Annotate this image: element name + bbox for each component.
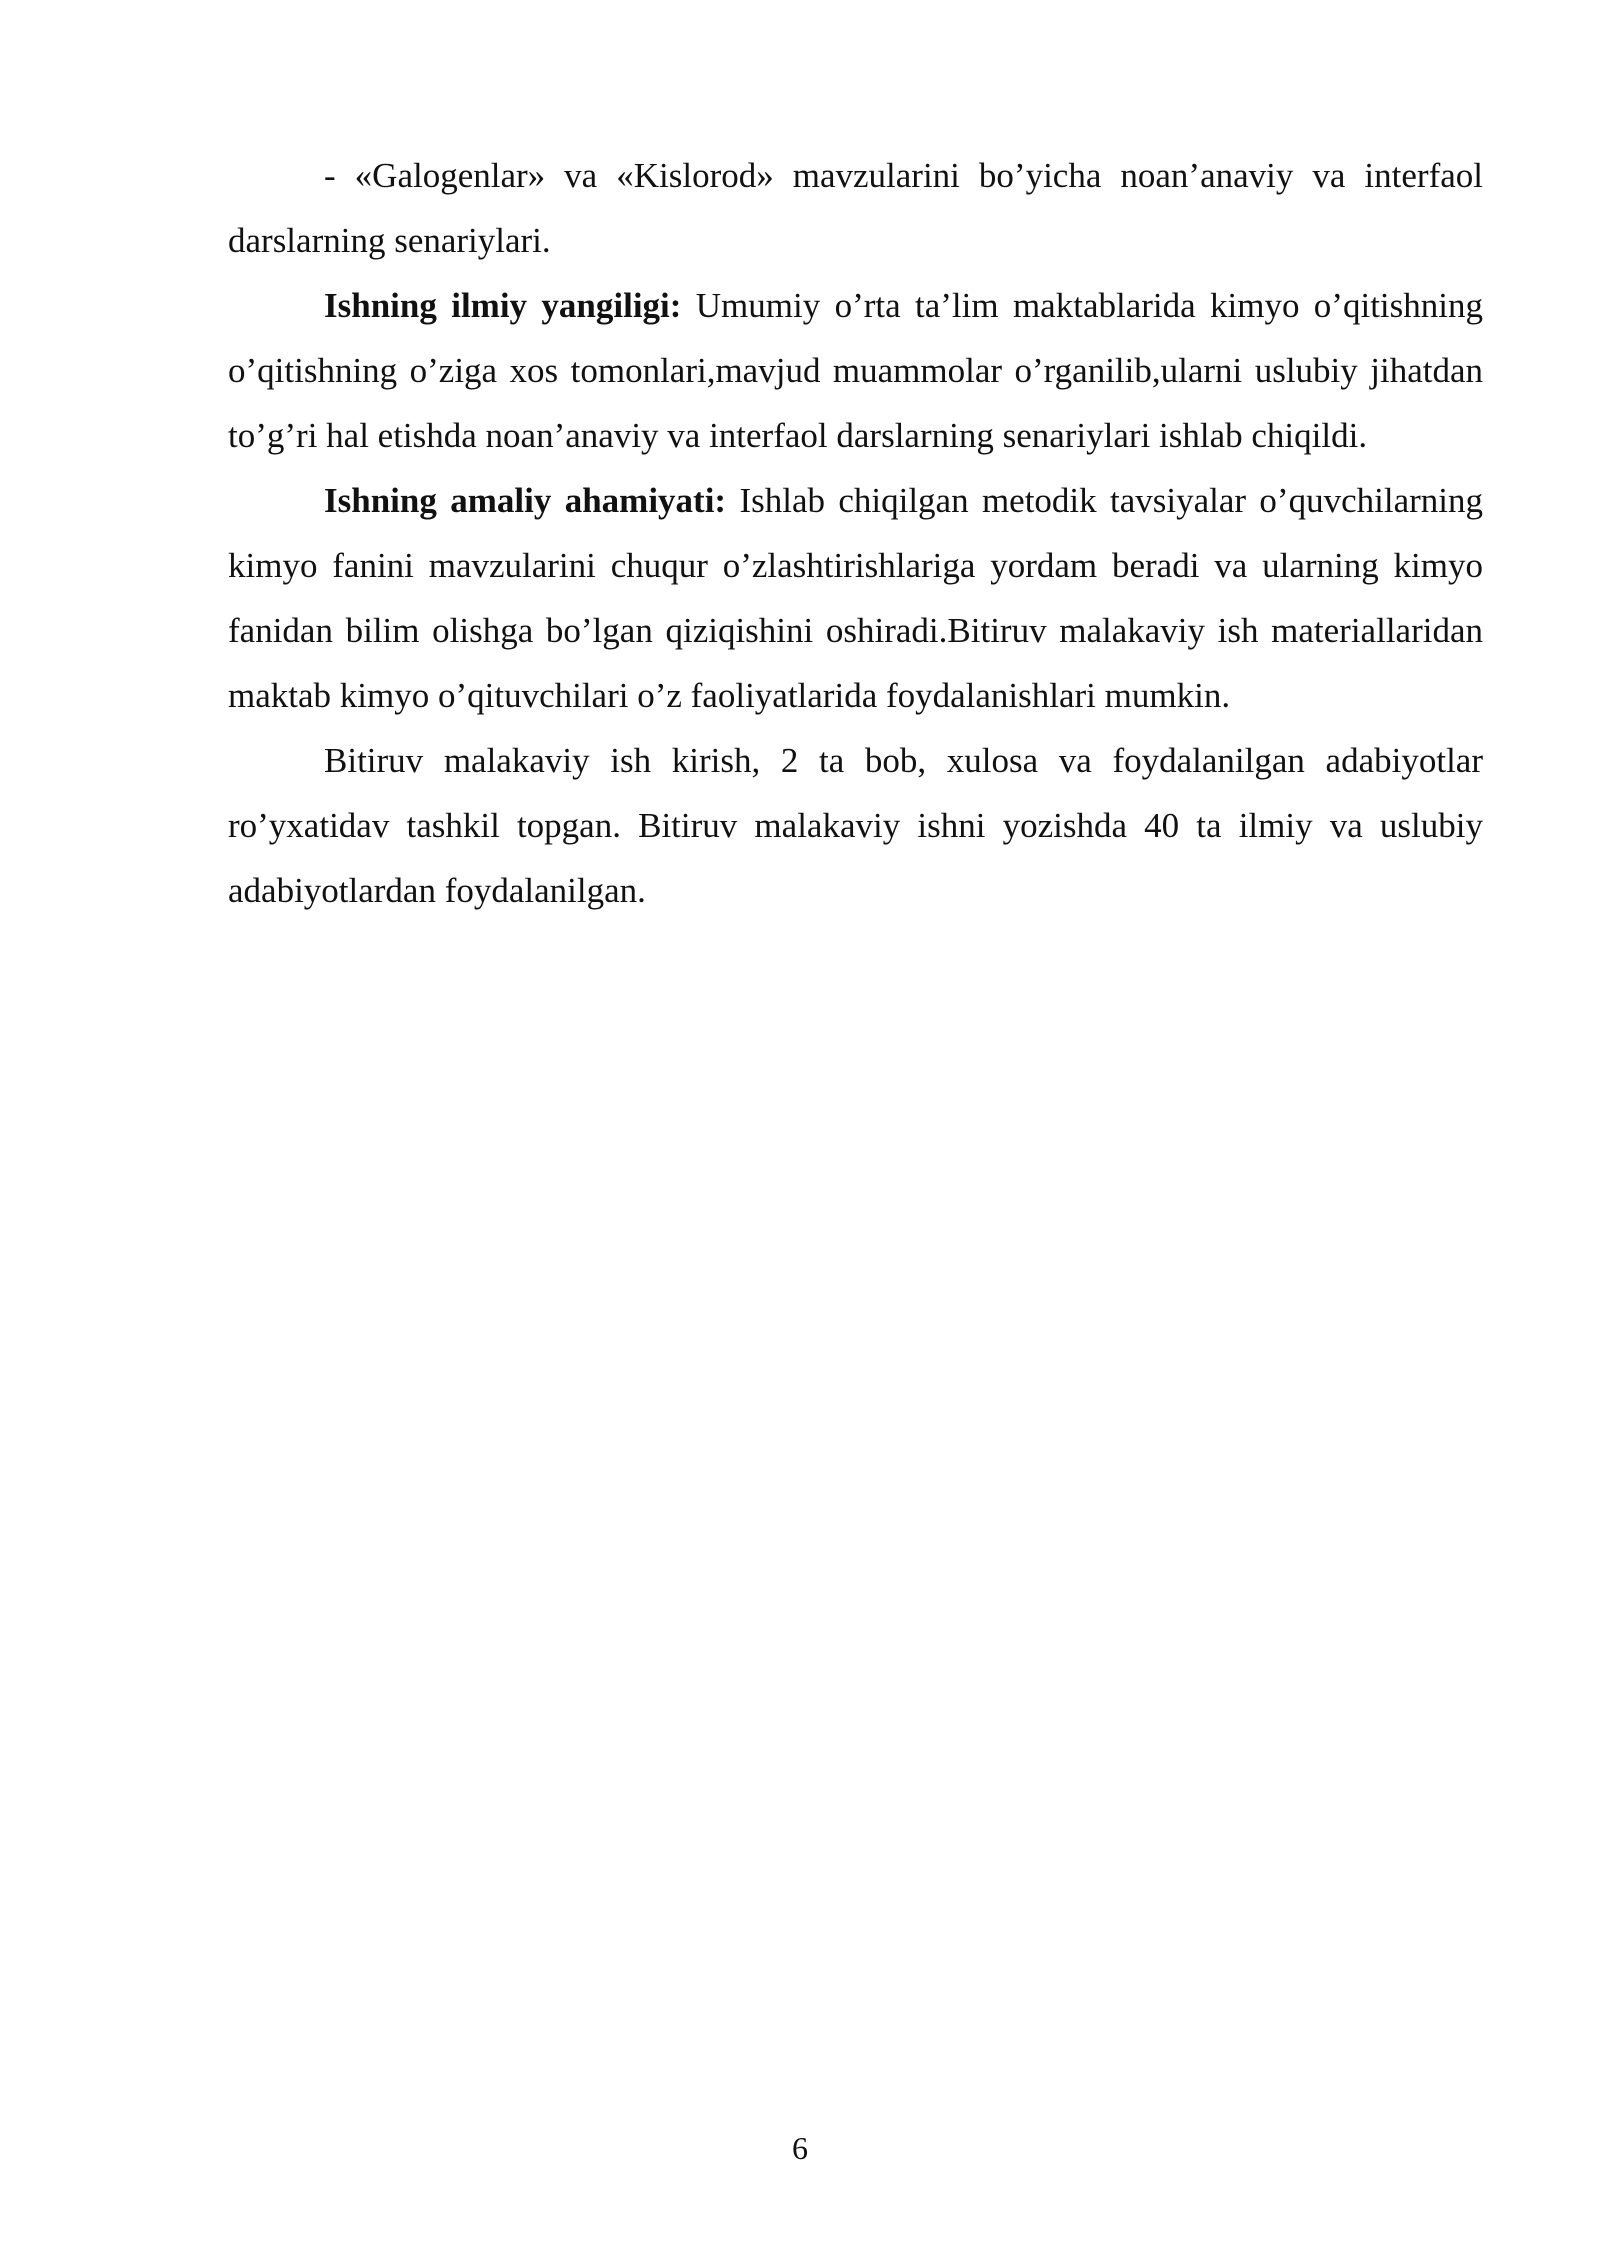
paragraph-scientific-novelty xyxy=(228,273,1483,468)
paragraph-text: Ishlab chiqilgan metodik tavsiyalar o’quvchilarning kimyo fanini mavzularini chuqur o’zlashtirishlariga yordam beradi va ularning kimyo fanidan bilim olishga bo’lgan qiziqishini oshiradi.Bitiruv malakaviy ish materiallaridan maktab kimyo o’qituvchilari o’z faoliyatlarida foydalanishlari mumkin. xyxy=(228,481,1483,715)
paragraph-structure xyxy=(228,728,1483,923)
page-number: 6 xyxy=(792,2130,808,2166)
paragraph-practical-significance xyxy=(228,468,1483,728)
practical-significance-heading: Ishning amaliy ahamiyati: xyxy=(324,481,727,520)
paragraph-text: - «Galogenlar» va «Kislorod» mavzularini bo’yicha noan’anaviy va interfaol darslarning senariylari. xyxy=(228,156,1483,260)
paragraph-text: Bitiruv malakaviy ish kirish, 2 ta bob, xulosa va foydalanilgan adabiyotlar ro’yxatidav tashkil topgan. Bitiruv malakaviy ishni yozishda 40 ta ilmiy va uslubiy adabiyotlardan foydalanilgan. xyxy=(228,741,1483,910)
paragraph-text: Umumiy o’rta ta’lim maktablarida kimyo o’qitishning o’qitishning o’ziga xos tomonlari,mavjud muammolar o’rganilib,ularni uslubiy jihatdan to’g’ri hal etishda noan’anaviy va interfaol darslarning senariylari ishlab chiqildi. xyxy=(228,286,1483,455)
scientific-novelty-heading: Ishning ilmiy yangiligi: xyxy=(324,286,682,325)
body-text xyxy=(228,143,1483,923)
paragraph-topics xyxy=(228,143,1483,273)
